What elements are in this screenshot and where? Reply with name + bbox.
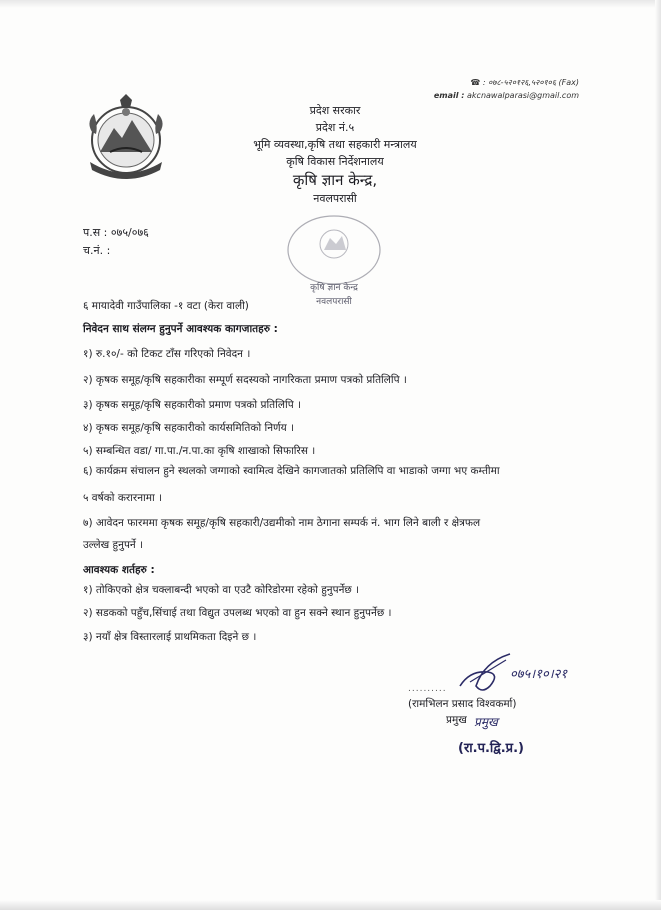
conditions-heading: आवश्यक शर्तहरु : [83,564,155,576]
office-stamp [278,210,390,310]
document-item: ५) सम्बन्धित वडा/ गा.पा./न.पा.का कृषि शाखाको सिफारिस । [83,445,316,457]
email-address: akcnawalparasi@gmail.com [467,91,579,100]
email-line [434,89,579,102]
condition-item: २) सडकको पहुँच,सिंचाई तथा विद्युत उपलब्ध भएको वा हुन सक्ने स्थान हुनुपर्नेछ । [83,607,392,619]
heading-line: प्रदेश नं.५ [315,121,355,134]
signatory-name: (रामभिलन प्रसाद विश्वकर्मा) [408,698,517,710]
document-item: उल्लेख हुनुपर्ने । [83,539,144,551]
scan-edge [655,0,661,910]
phone-number: : ०७८-५२०१२६,५२०१०६ (Fax) [482,78,579,87]
document-item: १) रु.१०/- को टिकट टाँस गरिएको निवेदन । [83,348,251,360]
email-label: email : [433,91,465,100]
contact-block [434,76,579,102]
document-item: ३) कृषक समूह/कृषि सहकारीको प्रमाण पत्रको प्रतिलिपि । [83,399,302,411]
signature-mark [440,642,580,702]
document-item: ६) कार्यक्रम संचालन हुने स्थलको जग्गाको स्वामित्व देखिने कागजातको प्रतिलिपि वा भाडाको जग्गा भए कम्तीमा [83,465,500,477]
office-location: नवलपरासी [313,192,357,205]
reference-block [83,224,149,260]
nepal-emblem-icon [80,92,172,182]
stamp-text-bottom: नवलपरासी [316,297,352,307]
heading-line: भूमि व्यवस्था,कृषि तथा सहकारी मन्त्रालय [253,138,417,151]
document-item: ४) कृषक समूह/कृषि सहकारीको कार्यसमितिको निर्णय । [83,422,295,434]
signature-dots: .......... [408,684,447,694]
scan-edge [0,900,661,910]
documents-heading: निवेदन साथ संलग्न हुनुपर्ने आवश्यक कागजातहरु : [83,323,278,335]
handwritten-role: प्रमुख [474,715,498,729]
document-item: ७) आवेदन फारममा कृषक समूह/कृषि सहकारी/उद्यमीको नाम ठेगाना सम्पर्क नं. भाग लिने बाली र क्षेत्रफल [83,517,481,529]
heading-line: प्रदेश सरकार [309,104,361,117]
phone-icon: ☎ [470,78,481,87]
office-name: कृषि ज्ञान केन्द्र, [292,171,378,189]
letter-number: प.स : ०७५/०७६ [83,226,149,239]
handwritten-office: (रा.प.द्वि.प्र.) [458,741,524,756]
stamp-text-top: कृषि ज्ञान केन्द्र [310,283,358,293]
dispatch-number: च.नं. : [83,244,111,257]
condition-item: ३) नयाँ क्षेत्र विस्तारलाई प्राथमिकता दिइने छ । [83,631,257,643]
intro-line: ६ मायादेवी गाउँपालिका -१ वटा (केरा वाली) [83,300,249,312]
condition-item: १) तोकिएको क्षेत्र चक्लाबन्दी भएको वा एउटै कोरिडोरमा रहेको हुनुपर्नेछ । [83,584,360,596]
phone-line [434,76,579,89]
signatory-role: प्रमुख [446,714,467,726]
scan-edge [0,0,661,8]
document-item: २) कृषक समूह/कृषि सहकारीका सम्पूर्ण सदस्यको नागरिकता प्रमाण पत्रको प्रतिलिपि । [83,374,407,386]
heading-line: कृषि विकास निर्देशनालय [286,155,384,168]
handwritten-date: ०७५।१०।२१ [510,667,568,682]
letterhead [220,102,450,207]
document-item: ५ वर्षको करारनामा । [83,492,163,504]
